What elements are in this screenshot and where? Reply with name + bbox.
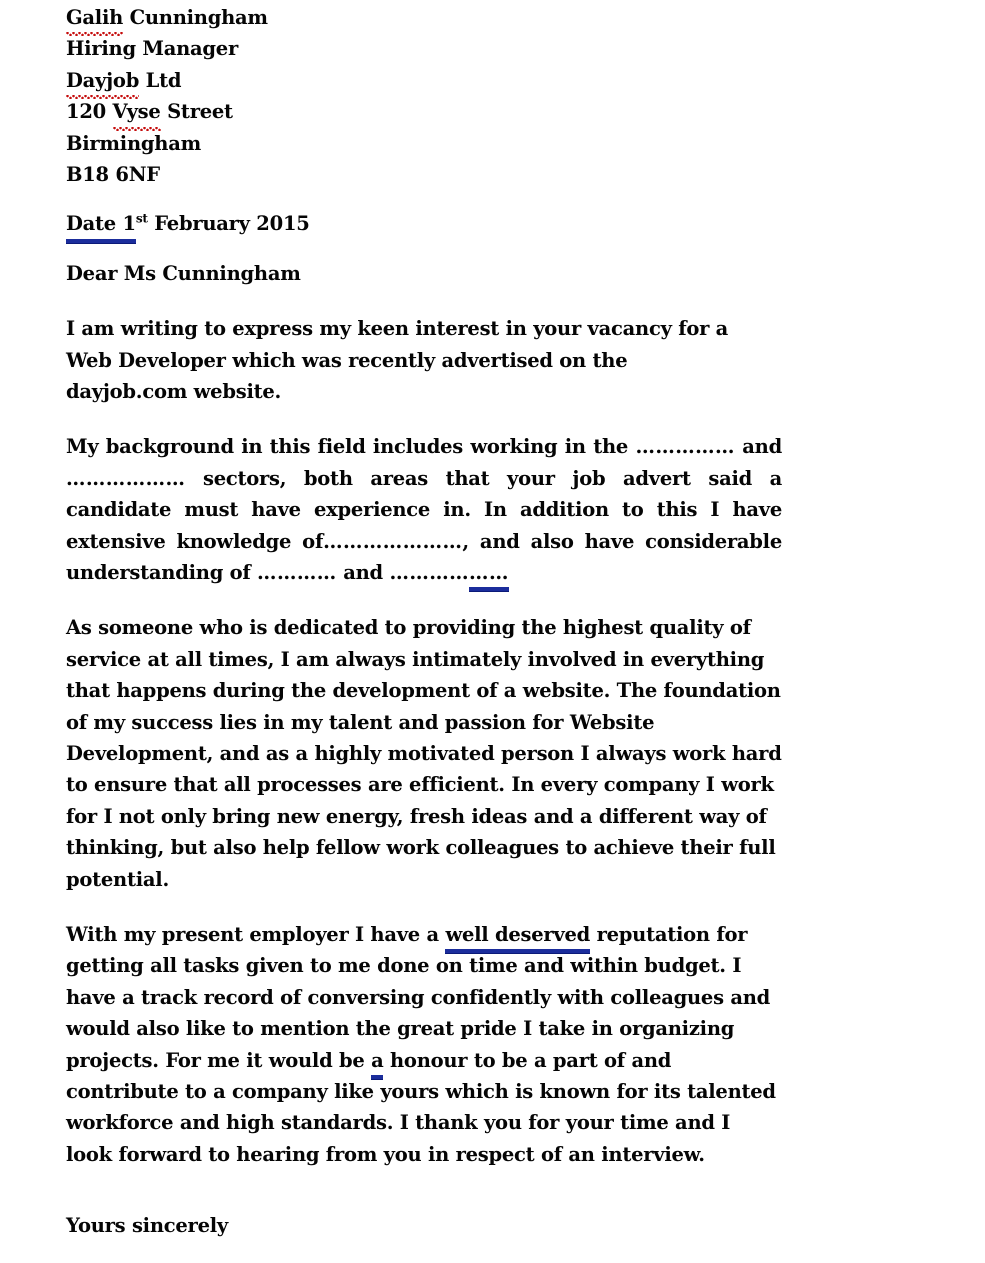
p2-text-e: and [336, 560, 390, 584]
paragraph-intro-line: Web Developer which was recently advertised on the [66, 348, 628, 372]
recipient-company-name: Dayjob [66, 68, 140, 92]
recipient-street-line [66, 96, 782, 127]
fill-blank-4[interactable]: ………… [257, 560, 337, 584]
recipient-postcode-line: B18 6NF [66, 162, 160, 186]
salutation-line: Dear Ms Cunningham [66, 261, 301, 285]
street-number: 120 [66, 100, 113, 124]
paragraph-dedication-line: Development, and as a highly motivated person I always work hard [66, 742, 782, 765]
recipient-name-line [66, 2, 782, 33]
grammarcheck-phrase-well-deserved[interactable] [445, 919, 590, 950]
paragraph-dedication-line: that happens during the development of a website. The foundation [66, 679, 781, 703]
p4-flagged-phrase: well deserved [445, 923, 591, 947]
paragraph-dedication-line: for I not only bring new energy, fresh ideas and a different way of [66, 804, 767, 828]
p2-text-d: , and also have considerable understanding of [66, 529, 782, 584]
p2-text-c: sectors, both areas that your job advert said a candidate must have experience in. In addition to this I have extensive knowledge of [66, 466, 782, 553]
street-name: Vyse [112, 100, 161, 124]
fill-blank-5-flagged: …… [469, 560, 509, 584]
grammarcheck-date-label[interactable] [66, 208, 136, 239]
paragraph-dedication-line: As someone who is dedicated to providing the highest quality of [66, 616, 751, 640]
spellcheck-word-dayjob[interactable] [66, 65, 139, 96]
p4-text-c: honour to be a part of and contribute to a company like yours which is known for its talented workforce and high standards. I thank you for your time and I look forward to hearing from you in respect of an interview. [66, 1048, 776, 1166]
paragraph-intro-line: dayjob.com website. [66, 379, 282, 403]
recipient-job-title-line: Hiring Manager [66, 37, 238, 61]
date-label: Date 1 [66, 212, 136, 236]
paragraph-background [66, 431, 782, 588]
paragraph-dedication-line: potential. [66, 867, 169, 891]
paragraph-intro [66, 313, 782, 407]
fill-blank-3[interactable]: ………………… [323, 529, 463, 553]
date-line [66, 208, 782, 239]
p4-text-b: reputation for getting all tasks given to me done on time and within budget. I have a track record of conversing confidently with colleagues and would also like to mention the great pride I take in organizing projects. For me it would be [66, 923, 771, 1072]
grammarcheck-trailing-dots[interactable] [469, 557, 509, 588]
paragraph-dedication-line: thinking, but also help fellow work colleagues to achieve their full [66, 836, 776, 860]
paragraph-dedication-line: service at all times, I am always intimately involved in everything [66, 647, 765, 671]
paragraph-dedication [66, 612, 782, 895]
p2-text-b: and [734, 435, 782, 459]
fill-blank-2[interactable]: ……………… [66, 466, 186, 490]
recipient-last-name: Cunningham [123, 6, 268, 29]
recipient-city-line: Birmingham [66, 131, 201, 155]
closing-line: Yours sincerely [66, 1214, 228, 1238]
date-ordinal-suffix: st [135, 211, 148, 226]
paragraph-reputation [66, 919, 782, 1170]
recipient-address-block [66, 2, 782, 190]
date-rest: February 2015 [147, 212, 310, 236]
fill-blank-1[interactable]: …………… [635, 435, 735, 459]
paragraph-dedication-line: to ensure that all processes are efficient. In every company I work [66, 773, 774, 797]
street-suffix: Street [160, 100, 233, 124]
spellcheck-word-galih[interactable] [66, 2, 123, 33]
p2-text-a: My background in this field includes working in the [66, 435, 636, 459]
letter-body [66, 2, 782, 1242]
recipient-company-line [66, 65, 782, 96]
spellcheck-word-vyse[interactable] [113, 96, 161, 127]
recipient-first-name: Galih [66, 6, 124, 29]
grammarcheck-article-a[interactable] [371, 1045, 383, 1076]
paragraph-dedication-line: of my success lies in my talent and passion for Website [66, 710, 655, 734]
p4-flagged-article: a [371, 1048, 384, 1072]
p4-text-a: With my present employer I have a [66, 923, 446, 947]
recipient-company-suffix: Ltd [139, 68, 182, 92]
fill-blank-5[interactable]: ………… [389, 560, 470, 584]
paragraph-intro-line: I am writing to express my keen interest in your vacancy for a [66, 317, 729, 341]
